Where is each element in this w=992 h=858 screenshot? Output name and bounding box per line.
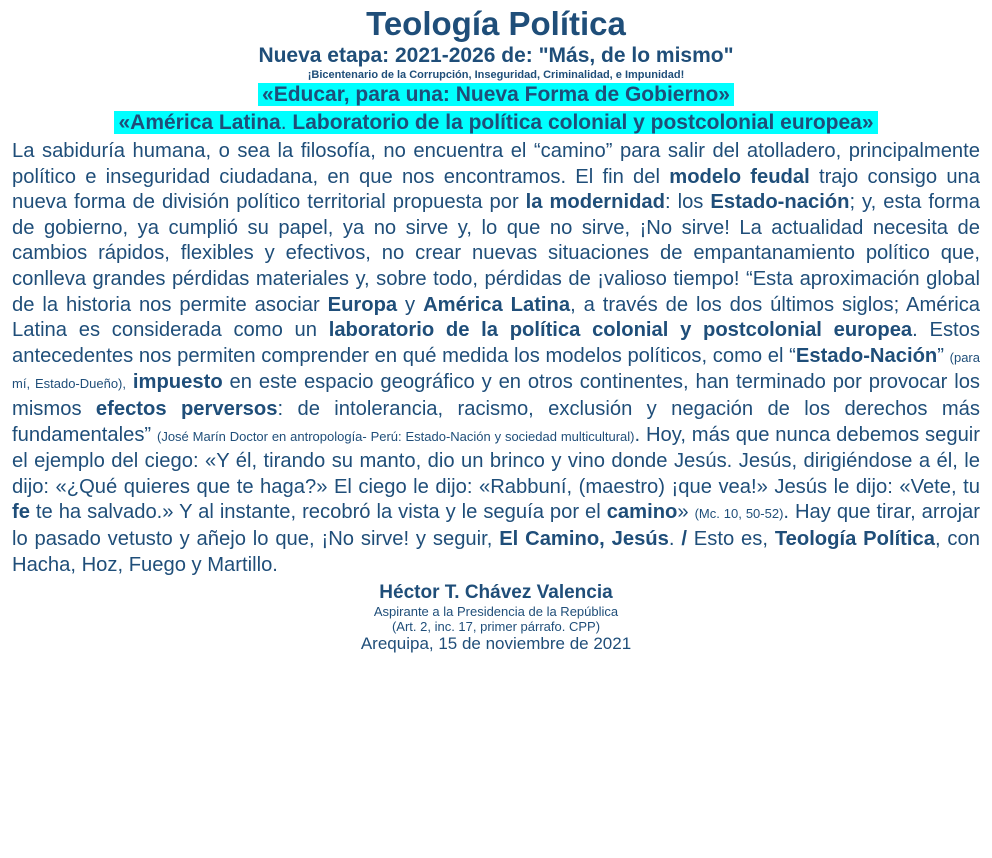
document-tagline: ¡Bicentenario de la Corrupción, Inseguridad, Criminalidad, e Impunidad!: [307, 69, 685, 81]
body-segment: . Estos antecedentes nos permiten comprender en qué medida los modelos políticos, como el “: [12, 319, 980, 367]
body-segment: : los: [665, 191, 711, 214]
body-emphasis: la modernidad: [525, 191, 665, 214]
body-emphasis: Estado-nación: [710, 191, 850, 214]
body-emphasis: camino: [606, 501, 678, 524]
body-segment: ; y, esta forma de gobierno, ya cumplió su papel, ya no sirve y, lo que no sirve, ¡No sirve! La actualidad necesita de cambios rápidos, flexibles y efectivos, no crear nuevas situaciones de empantanamiento político que, conlleva grandes pérdidas materiales y, sobre todo, pérdidas de ¡valioso tiempo! “Esta aproximación global de la historia nos permite asociar: [12, 191, 980, 316]
signature-role: Aspirante a la Presidencia de la República: [373, 604, 619, 620]
body-segment: La sabiduría humana, o sea la filosofía, no encuentra el “camino” para salir del atolladero, principalmente político e inseguridad ciudadana, en que nos encontramos. El fin del: [12, 140, 980, 188]
body-citation: (Mc. 10, 50-52): [694, 506, 784, 522]
body-segment: . Hoy, más que nunca debemos seguir el ejemplo del ciego: «Y él, tirando su manto, dio un brinco y vino donde Jesús. Jesús, dirigiéndose a él, le dijo: «¿Qué quieres que te haga?» El ciego le dijo: «Rabbuní, (maestro) ¡que vea!» Jesús le dijo: «Vete, tu: [12, 423, 981, 498]
highlight-line-1: [12, 82, 980, 110]
body-emphasis: laboratorio de la política colonial y postcolonial europea: [328, 319, 913, 342]
body-segment: , a través de los dos últimos siglos; América Latina es considerada como un: [12, 293, 981, 342]
signature-block: [12, 582, 980, 654]
body-segment: Esto es,: [686, 527, 775, 550]
highlight-2-part-a: «América Latina: [118, 111, 281, 134]
body-emphasis: Europa: [327, 293, 398, 316]
body-segment: : de intolerancia, racismo, exclusión y negación de los derechos más fundamentales”: [12, 397, 980, 446]
body-segment: , con Hacha, Hoz, Fuego y Martillo.: [12, 527, 980, 576]
body-segment: . Hay que tirar, arrojar lo pasado vetusto y añejo lo que, ¡No sirve! y seguir,: [12, 501, 980, 550]
highlight-1-text: «Educar, para una: Nueva Forma de Gobierno»: [258, 83, 734, 106]
document-header: [12, 6, 980, 138]
highlight-2-part-c: Laboratorio de la política colonial y postcolonial europea»: [292, 111, 874, 134]
highlight-line-2: [12, 110, 980, 138]
signature-date: Arequipa, 15 de noviembre de 2021: [360, 634, 632, 654]
body-emphasis: Teología Política: [774, 527, 935, 550]
body-emphasis: Estado-Nación: [795, 344, 938, 367]
body-emphasis: El Camino, Jesús: [499, 527, 669, 550]
body-segment: »: [677, 501, 695, 524]
body-emphasis: efectos perversos: [95, 397, 278, 420]
body-segment: te ha salvado.» Y al instante, recobró la vista y le seguía por el: [29, 501, 607, 524]
document-title: Teología Política: [366, 5, 626, 42]
body-segment: y: [397, 293, 424, 316]
body-emphasis: América Latina: [423, 293, 571, 316]
document-subtitle: Nueva etapa: 2021-2026 de: "Más, de lo mismo": [258, 44, 734, 67]
body-aside: (para mí, Estado-Dueño),: [12, 349, 980, 392]
body-segment: trajo consigo una nueva forma de división político territorial propuesta por: [12, 165, 981, 214]
signature-reference: (Art. 2, inc. 17, primer párrafo. CPP): [391, 619, 601, 635]
body-segment: [126, 371, 133, 393]
body-segment: ”: [937, 344, 950, 367]
body-emphasis: /: [681, 527, 687, 550]
body-paragraph: [12, 139, 980, 578]
body-emphasis: fe: [12, 501, 30, 524]
highlight-2-text: [114, 111, 877, 134]
body-emphasis: impuesto: [132, 371, 223, 394]
highlight-2-part-b: .: [280, 111, 293, 134]
body-citation: (José Marín Doctor en antropología- Perú: Estado-Nación y sociedad multicultural): [157, 428, 635, 444]
body-segment: en este espacio geográfico y en otros continentes, han terminado por provocar los mismos: [12, 371, 981, 420]
body-segment: .: [668, 527, 682, 550]
body-emphasis: modelo feudal: [669, 165, 810, 188]
signature-name: Héctor T. Chávez Valencia: [379, 582, 613, 604]
